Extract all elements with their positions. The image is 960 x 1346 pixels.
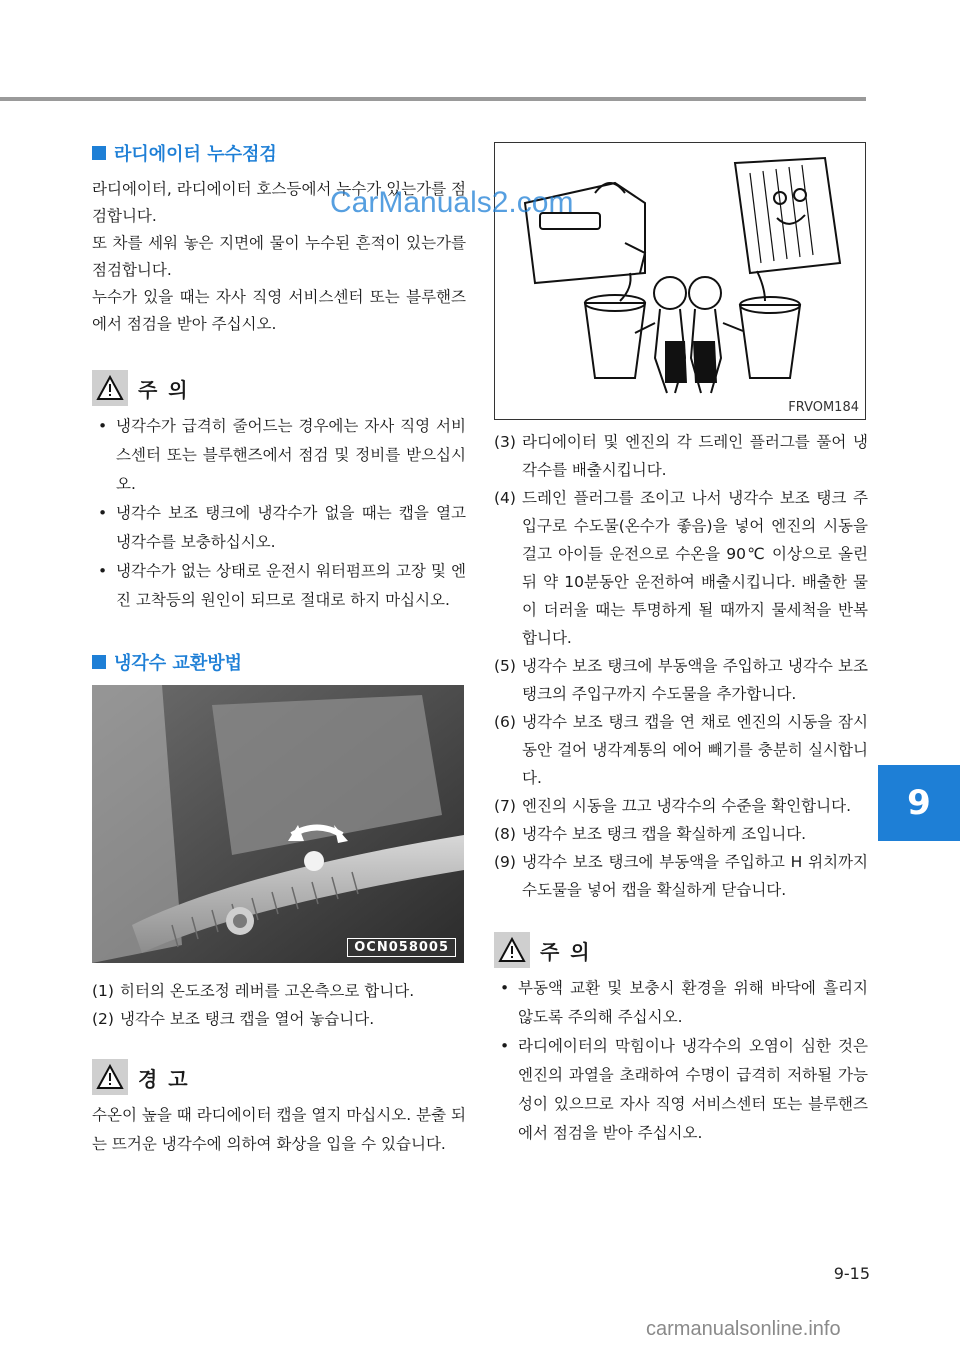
section-heading-coolant-change (92, 649, 466, 675)
chapter-tab[interactable]: 9 (878, 765, 960, 841)
caution-title: 주 의 (138, 377, 190, 402)
list-item: • 라디에이터의 막힘이나 냉각수의 오염이 심한 것은 엔진의 과열을 초래하여 수명이 급격히 저하될 가능성이 있으므로 자사 직영 서비스센터 또는 블루핸즈에서 점검을 받아 주십시오. (500, 1037, 868, 1142)
section-heading-leak-check (92, 140, 466, 166)
square-bullet-icon (92, 655, 106, 669)
list-item: (5) 냉각수 보조 탱크에 부동액을 주입하고 냉각수 보조 탱크의 주입구까지 수도물을 추가합니다. (494, 657, 868, 703)
caution-box-2 (494, 932, 868, 1148)
engine-photo (92, 685, 464, 963)
caution-box (92, 370, 466, 615)
illustration-code: FRVOM184 (788, 400, 859, 415)
caution-header (494, 932, 868, 968)
warning-triangle-icon (92, 1059, 128, 1095)
list-item: (9) 냉각수 보조 탱크에 부동액을 주입하고 H 위치까지 수도물을 넣어 캡을 확실하게 닫습니다. (494, 853, 868, 899)
warning-triangle-icon (92, 370, 128, 406)
footer-url[interactable]: carmanualsonline.info (646, 1318, 841, 1340)
list-item: (8) 냉각수 보조 탱크 캡을 확실하게 조입니다. (494, 825, 807, 843)
watermark-text: CarManuals2.com (330, 186, 574, 219)
section-heading-text: 냉각수 교환방법 (114, 653, 242, 674)
steps-list-left (92, 977, 466, 1033)
caution-list (494, 974, 868, 1148)
caution-title: 주 의 (540, 939, 592, 964)
list-item: (2) 냉각수 보조 탱크 캡을 열어 놓습니다. (92, 1010, 375, 1028)
square-bullet-icon (92, 146, 106, 160)
list-item: (4) 드레인 플러그를 조이고 나서 냉각수 보조 탱크 주입구로 수도물(온수가 좋음)을 넣어 엔진의 시동을 걸고 아이들 운전으로 수온을 90℃ 이상으로 올린 뒤 약 10분동안 운전하여 배출시킵니다. 배출한 물이 더러울 때는 투명하게 될 때까지 물세척을 반복합니다. (494, 489, 868, 647)
list-item: (6) 냉각수 보조 탱크 캡을 연 채로 엔진의 시동을 잠시동안 걸어 냉각계통의 에어 빼기를 충분히 실시합니다. (494, 713, 868, 787)
section-heading-text: 라디에이터 누수점검 (114, 144, 277, 165)
paragraph: 누수가 있을 때는 자사 직영 서비스센터 또는 블루핸즈에서 점검을 받아 주십시오. (92, 288, 466, 333)
radiator-drain-illustration (494, 142, 866, 420)
photo-code: OCN058005 (347, 938, 456, 957)
page-number: 9-15 (833, 1264, 870, 1283)
list-item: • 부동액 교환 및 보충시 환경을 위해 바닥에 흘리지 않도록 주의해 주십시오. (500, 979, 868, 1026)
list-item: • 냉각수 보조 탱크에 냉각수가 없을 때는 캡을 열고 냉각수를 보충하십시오. (98, 504, 466, 551)
caution-header (92, 370, 466, 406)
paragraph: 또 차를 세워 놓은 지면에 물이 누수된 흔적이 있는가를 점검합니다. (92, 234, 466, 279)
warning-title: 경 고 (138, 1066, 190, 1091)
warning-header (92, 1059, 466, 1095)
left-column (92, 140, 466, 1159)
top-rule (0, 97, 866, 101)
list-item: • 냉각수가 급격히 줄어드는 경우에는 자사 직영 서비스센터 또는 블루핸즈에서 점검 및 정비를 받으십시오. (98, 417, 466, 493)
list-item: • 냉각수가 없는 상태로 운전시 워터펌프의 고장 및 엔진 고착등의 원인이 되므로 절대로 하지 마십시오. (98, 562, 466, 609)
warning-box (92, 1059, 466, 1159)
paragraph: 라디에이터, 라디에이터 호스등에서 누수가 있는가를 점검합니다. (92, 180, 466, 225)
list-item: (7) 엔진의 시동을 끄고 냉각수의 수준을 확인합니다. (494, 797, 852, 815)
right-column (494, 142, 868, 1148)
caution-list (92, 412, 466, 615)
list-item: (1) 히터의 온도조정 레버를 고온측으로 합니다. (92, 982, 415, 1000)
warning-triangle-icon (494, 932, 530, 968)
list-item: (3) 라디에이터 및 엔진의 각 드레인 플러그를 풀어 냉각수를 배출시킵니다. (494, 433, 868, 479)
steps-list-right (494, 428, 868, 904)
warning-text: 수온이 높을 때 라디에이터 캡을 열지 마십시오. 분출 되는 뜨거운 냉각수에 의하여 화상을 입을 수 있습니다. (92, 1106, 466, 1153)
